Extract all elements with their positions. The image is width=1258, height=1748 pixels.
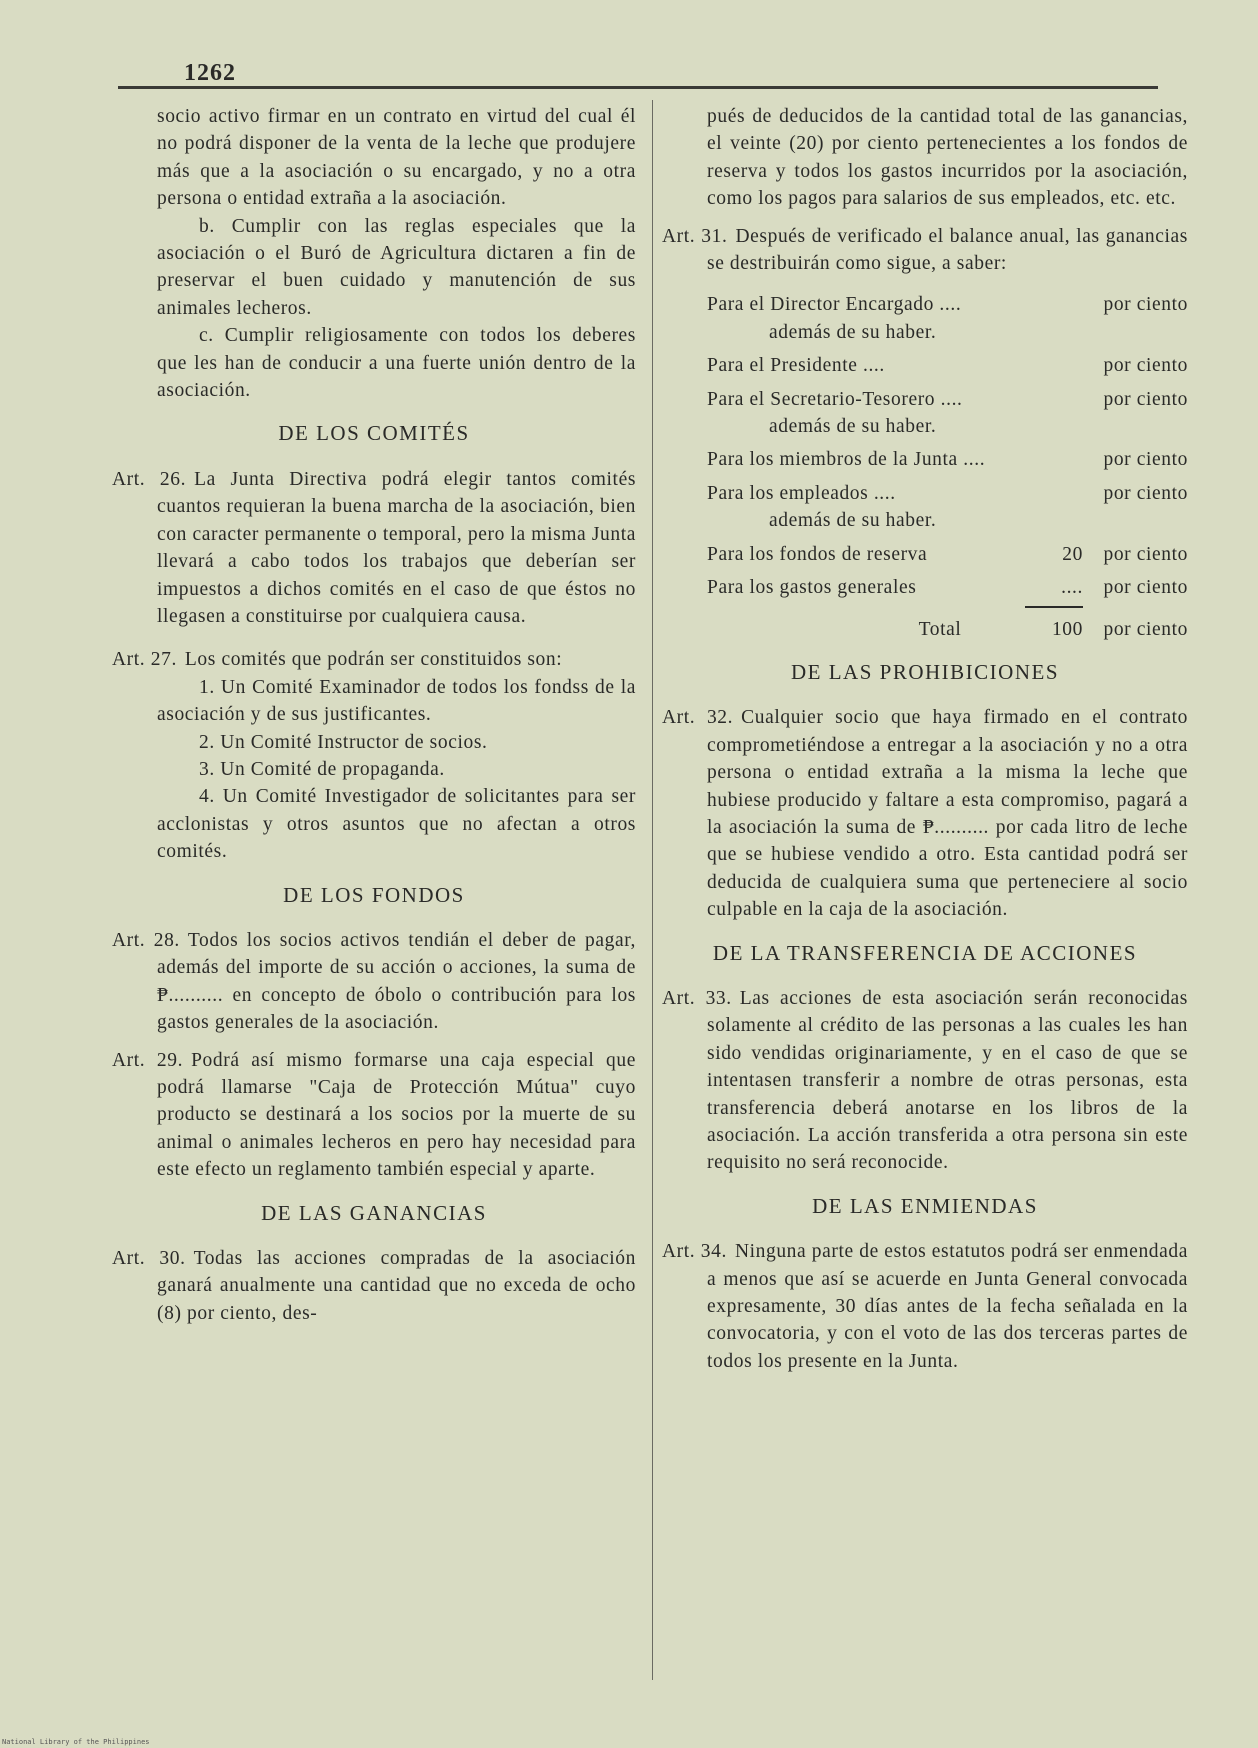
article-34 (662, 1238, 1188, 1375)
article-31 (662, 223, 1188, 278)
article-text: Ninguna parte de estos estatutos podrá ser enmendada a menos que así se acuerde en Junta General convocada expresamente, 30 días antes de la fecha señalada en la convocatoria, y con el voto de las dos terceras partes de todos los presente en la Junta. (707, 1241, 1188, 1372)
heading-prohibiciones: DE LAS PROHIBICIONES (790, 659, 1059, 684)
article-26 (112, 466, 636, 630)
article-text: Las acciones de esta asociación serán reconocidas solamente al crédito de las personas a las cuales les han sido vendidas originariamente, y en el caso de que se intentasen transferir a nombre de otras personas, esta transferencia deberá anotarse en los libros de la asociación. La acción transferida a otra persona sin este requisito no será reconocide. (707, 987, 1188, 1174)
column-divider (652, 100, 653, 1680)
committee-item: 3. Un Comité de propaganda. (199, 758, 445, 780)
item-c: c. Cumplir religiosamente con todos los deberes que les han de conducir a una fuerte unión dentro de la asociación. (157, 325, 636, 402)
total-rule (1025, 606, 1083, 608)
distribution-note: además de su haber. (769, 321, 937, 343)
article-label: Art. 32. (662, 707, 734, 729)
heading-comites: DE LOS COMITÉS (278, 421, 470, 446)
article-30 (112, 1245, 636, 1327)
article-label: Art. 34. (662, 1241, 727, 1263)
article-number (112, 466, 157, 630)
library-watermark: National Library of the Philippines (2, 1738, 150, 1746)
distribution-row: Para los fondos de reserva 20 por ciento (707, 543, 1188, 565)
article-text: Todos los socios activos tendián el deber de pagar, además del importe de su acción o acciones, la suma de ₱.......... en concepto de óbolo o contribución para los gastos generales de la asociación. (157, 929, 637, 1034)
distribution-note: además de su haber. (769, 510, 937, 532)
left-column (112, 103, 636, 1327)
header-rule (118, 86, 1158, 89)
article-text: Art. 27. Los comités que podrán ser constituidos son: (112, 649, 563, 671)
article-text: Art. 26. La Junta Directiva podrá elegir tantos comités cuantos requieran la buena marcha de la asociación, bien con caracter permanente o temporal, pero la misma Junta llevará a cabo todos los trabajos que deberían ser impuestos a dichos comités en el caso de que éstos no llegasen a constituirse por cualquiera causa. (112, 468, 637, 627)
distribution-row: Para los gastos generales .... por ciento (707, 577, 1188, 599)
distribution-row: Para los miembros de la Junta .... por ciento (707, 449, 1188, 471)
distribution-note: además de su haber. (769, 416, 937, 438)
distribution-total: Total 100 por ciento (918, 618, 1188, 640)
article-label: Art. 26. (112, 468, 187, 490)
item-b: b. Cumplir con las reglas especiales que la asociación o el Buró de Agricultura dictaren a fin de preservar el buen cuidado y manutención de sus animales lecheros. (157, 215, 636, 319)
page-number: 1262 (184, 60, 236, 86)
right-column (662, 103, 1188, 1375)
distribution-table (662, 291, 1188, 642)
article-label: Art. 27. (112, 649, 177, 671)
article-label: Art. 31. (662, 225, 728, 247)
article-text: Todas las acciones compradas de la asociación ganará anualmente una cantidad que no exceda de ocho (8) por ciento, des- (157, 1248, 636, 1324)
article-text: Después de verificado el balance anual, las ganancias se destribuirán como sigue, a saber: (707, 225, 1188, 275)
committee-item: 2. Un Comité Instructor de socios. (199, 731, 488, 753)
article-32 (662, 704, 1188, 923)
distribution-row: Para el Presidente .... por ciento (707, 355, 1188, 377)
heading-transferencia: DE LA TRANSFERENCIA DE ACCIONES (712, 940, 1138, 965)
article-label: Art. 29. (112, 1049, 184, 1071)
heading-ganancias: DE LAS GANANCIAS (261, 1200, 487, 1225)
distribution-row: Para el Secretario-Tesorero .... por ciento (707, 388, 1188, 410)
article-label: Art. 33. (662, 987, 732, 1009)
distribution-row: Para el Director Encargado .... por ciento (707, 294, 1188, 316)
heading-fondos: DE LOS FONDOS (283, 882, 465, 907)
paragraph-continued: pués de deducidos de la cantidad total de las ganancias, el veinte (20) por ciento pertenecientes a los fondos de reserva y todos los gastos incurridos por la asociación, como los pagos para salarios de sus empleados, etc. etc. (707, 106, 1188, 210)
article-label: Art. 30. (112, 1248, 186, 1270)
article-33 (662, 985, 1188, 1177)
article-text: Cualquier socio que haya firmado en el contrato comprometiéndose a entregar a la asociación y no a otra persona o entidad extraña a la misma la leche que hubiese producido y faltare a esta compromiso, pagará a la asociación la suma de ₱.......... por cada litro de leche que se hubiese vendido a otro. Esta cantidad podrá ser deducida de cualquiera suma que perteneciere al socio culpable en la caja de la asociación. (707, 707, 1188, 921)
article-27 (112, 646, 636, 673)
distribution-row: Para los empleados .... por ciento (707, 482, 1188, 504)
article-28 (112, 927, 636, 1037)
article-label: Art. 28. (112, 929, 180, 951)
paragraph-continued: socio activo firmar en un contrato en virtud del cual él no podrá disponer de la venta de la leche que produjere más que a la asociación o su encargado, y no a otra persona o entidad extraña a la asociación. (157, 106, 636, 210)
committee-item: 4. Un Comité Investigador de solicitantes para ser acclonistas y otros asuntos que no afectan a otros comités. (157, 786, 636, 863)
article-29 (112, 1047, 636, 1184)
committee-item: 1. Un Comité Examinador de todos los fondss de la asociación y de sus justificantes. (157, 676, 636, 726)
article-text: Podrá así mismo formarse una caja especial que podrá llamarse "Caja de Protección Mútua" cuyo producto se destinará a los socios por la muerte de su animal o animales lecheros en pero hay necesidad para este efecto un reglamento también especial y aparte. (157, 1049, 636, 1181)
heading-enmiendas: DE LAS ENMIENDAS (812, 1193, 1038, 1218)
